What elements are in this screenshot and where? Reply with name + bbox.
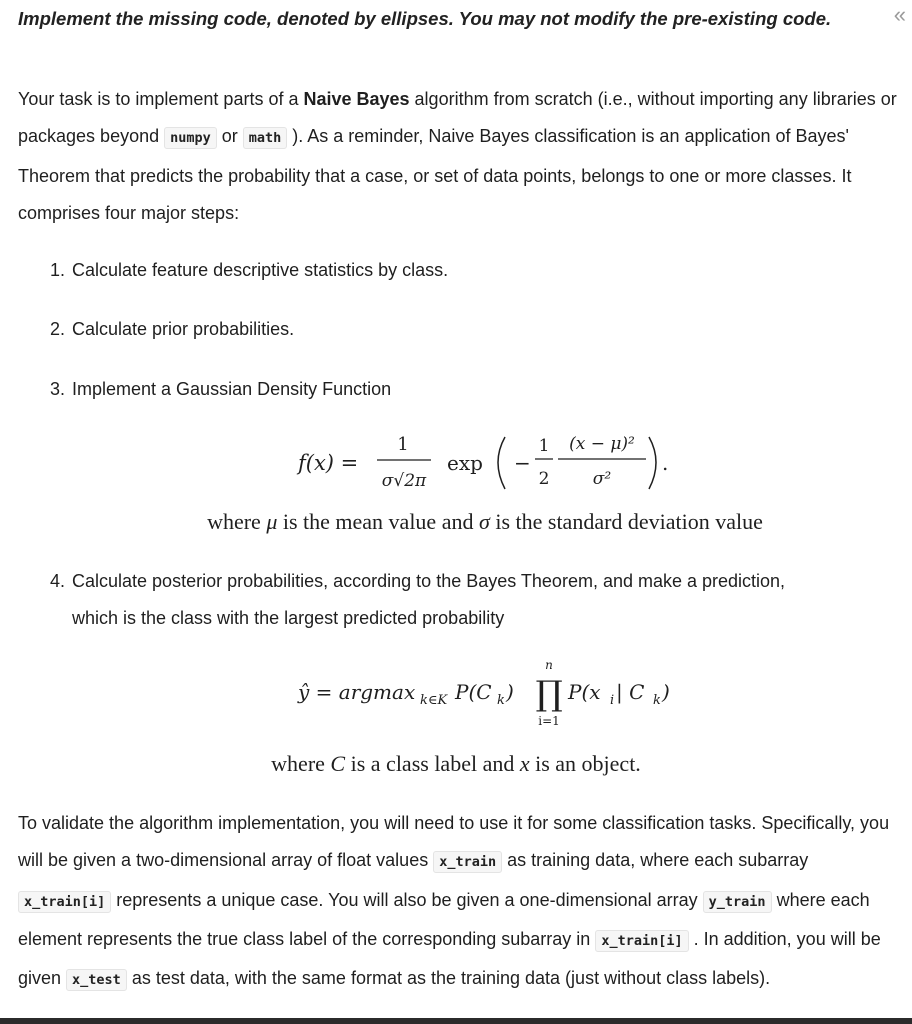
intro-bold: Naive Bayes <box>303 89 410 109</box>
step-item-3 <box>50 371 890 408</box>
intro-text: ). As a reminder, Naive Bayes classification is an application of Bayes' Theorem that predicts the probability that a case, or set of data points, belongs to one or more classes. It comprises four major steps: <box>18 126 852 223</box>
caption-symbol: C <box>330 751 346 776</box>
intro-text: algorithm from scratch (i.e., without importing any libraries or packages beyond <box>18 89 897 147</box>
step-item-4 <box>50 563 890 637</box>
validation-text: as test data, with the same format as the training data (just without class labels). <box>126 968 771 989</box>
step-number: 1. <box>50 260 66 280</box>
formula-lhs: f(x) = <box>298 451 359 475</box>
likelihood-close: ) <box>662 680 670 704</box>
validation-text: as training data, where each subarray <box>502 850 809 871</box>
step-number: 3. <box>50 379 66 399</box>
prior-term: P(C <box>455 680 492 704</box>
formula-minus: − <box>514 451 531 475</box>
bottom-toolbar-edge <box>0 1018 912 1024</box>
formula-denominator: σ√2π <box>381 471 427 491</box>
intro-text: Your task is to implement parts of a <box>18 89 304 109</box>
validation-text: where each element represents the true class label of the corresponding subarray in <box>18 889 870 949</box>
inline-code-x-test: x_test <box>66 969 127 991</box>
caption-symbol: σ <box>478 509 490 534</box>
step-item-2 <box>50 311 890 348</box>
formula-numerator: 1 <box>397 434 409 455</box>
intro-paragraph <box>18 81 898 232</box>
caption-text: is a class label and <box>345 751 520 776</box>
step-item-1 <box>50 252 890 289</box>
formula-period: . <box>662 451 669 475</box>
caption-text: where <box>207 509 267 534</box>
product-lower-limit: i=1 <box>538 714 560 728</box>
step-text: Calculate feature descriptive statistics by class. <box>72 260 449 280</box>
likelihood-subscript: i <box>610 693 615 708</box>
caption-symbol: x <box>519 751 530 776</box>
step-text: Implement a Gaussian Density Function <box>72 379 392 399</box>
inline-code-x-train-i: x_train[i] <box>18 891 111 913</box>
inline-code-x-train-i: x_train[i] <box>595 930 688 952</box>
step-number: 4. <box>50 571 66 591</box>
likelihood-mid: | C <box>616 680 645 704</box>
variance-numerator: (x − μ)² <box>569 434 635 454</box>
validation-text: To validate the algorithm implementation, you will need to use it for some classification tasks. Specifically, you will be given a two-dimensional array of float values <box>18 813 890 871</box>
caption-text: is the mean value and <box>277 509 479 534</box>
argmax-subscript: k∈K <box>420 693 448 708</box>
caption-text: where <box>271 751 331 776</box>
validation-paragraph <box>18 805 898 999</box>
caption-symbol: μ <box>266 509 278 534</box>
formula-exp: exp <box>447 451 483 475</box>
variance-denominator: σ² <box>592 469 612 489</box>
step-text-continued: which is the class with the largest predicted probability <box>72 608 505 628</box>
product-symbol: ∏ <box>535 674 563 714</box>
inline-code-math: math <box>243 127 288 149</box>
posterior-caption <box>0 751 912 777</box>
step-number: 2. <box>50 319 66 339</box>
posterior-formula <box>0 655 912 735</box>
prior-close: ) <box>506 680 514 704</box>
gaussian-caption <box>29 509 912 535</box>
likelihood-subscript-k: k <box>653 693 661 708</box>
left-paren <box>498 437 505 489</box>
product-upper-limit: n <box>545 658 553 672</box>
caption-text: is an object. <box>529 751 641 776</box>
validation-text: . In addition, you will be given <box>18 928 881 989</box>
validation-text: represents a unique case. You will also be given a one-dimensional array <box>111 889 703 910</box>
step-text: Calculate posterior probabilities, according to the Bayes Theorem, and make a prediction, <box>72 571 786 591</box>
half-denominator: 2 <box>538 469 550 489</box>
right-paren <box>649 437 656 489</box>
caption-text: is the standard deviation value <box>489 509 763 534</box>
inline-code-x-train: x_train <box>433 851 502 873</box>
inline-code-numpy: numpy <box>164 127 217 149</box>
step-text: Calculate prior probabilities. <box>72 319 295 339</box>
likelihood-term: P(x <box>568 680 601 704</box>
prior-subscript: k <box>497 693 505 708</box>
gaussian-formula <box>0 425 912 505</box>
argmax-lhs: ŷ = argmax <box>298 680 416 704</box>
corner-chevron-icon[interactable]: « <box>893 2 906 27</box>
half-numerator: 1 <box>538 436 550 456</box>
inline-code-y-train: y_train <box>703 891 772 913</box>
task-heading: Implement the missing code, denoted by ellipses. You may not modify the pre-existing code. <box>18 8 832 29</box>
intro-text: or <box>216 126 243 147</box>
